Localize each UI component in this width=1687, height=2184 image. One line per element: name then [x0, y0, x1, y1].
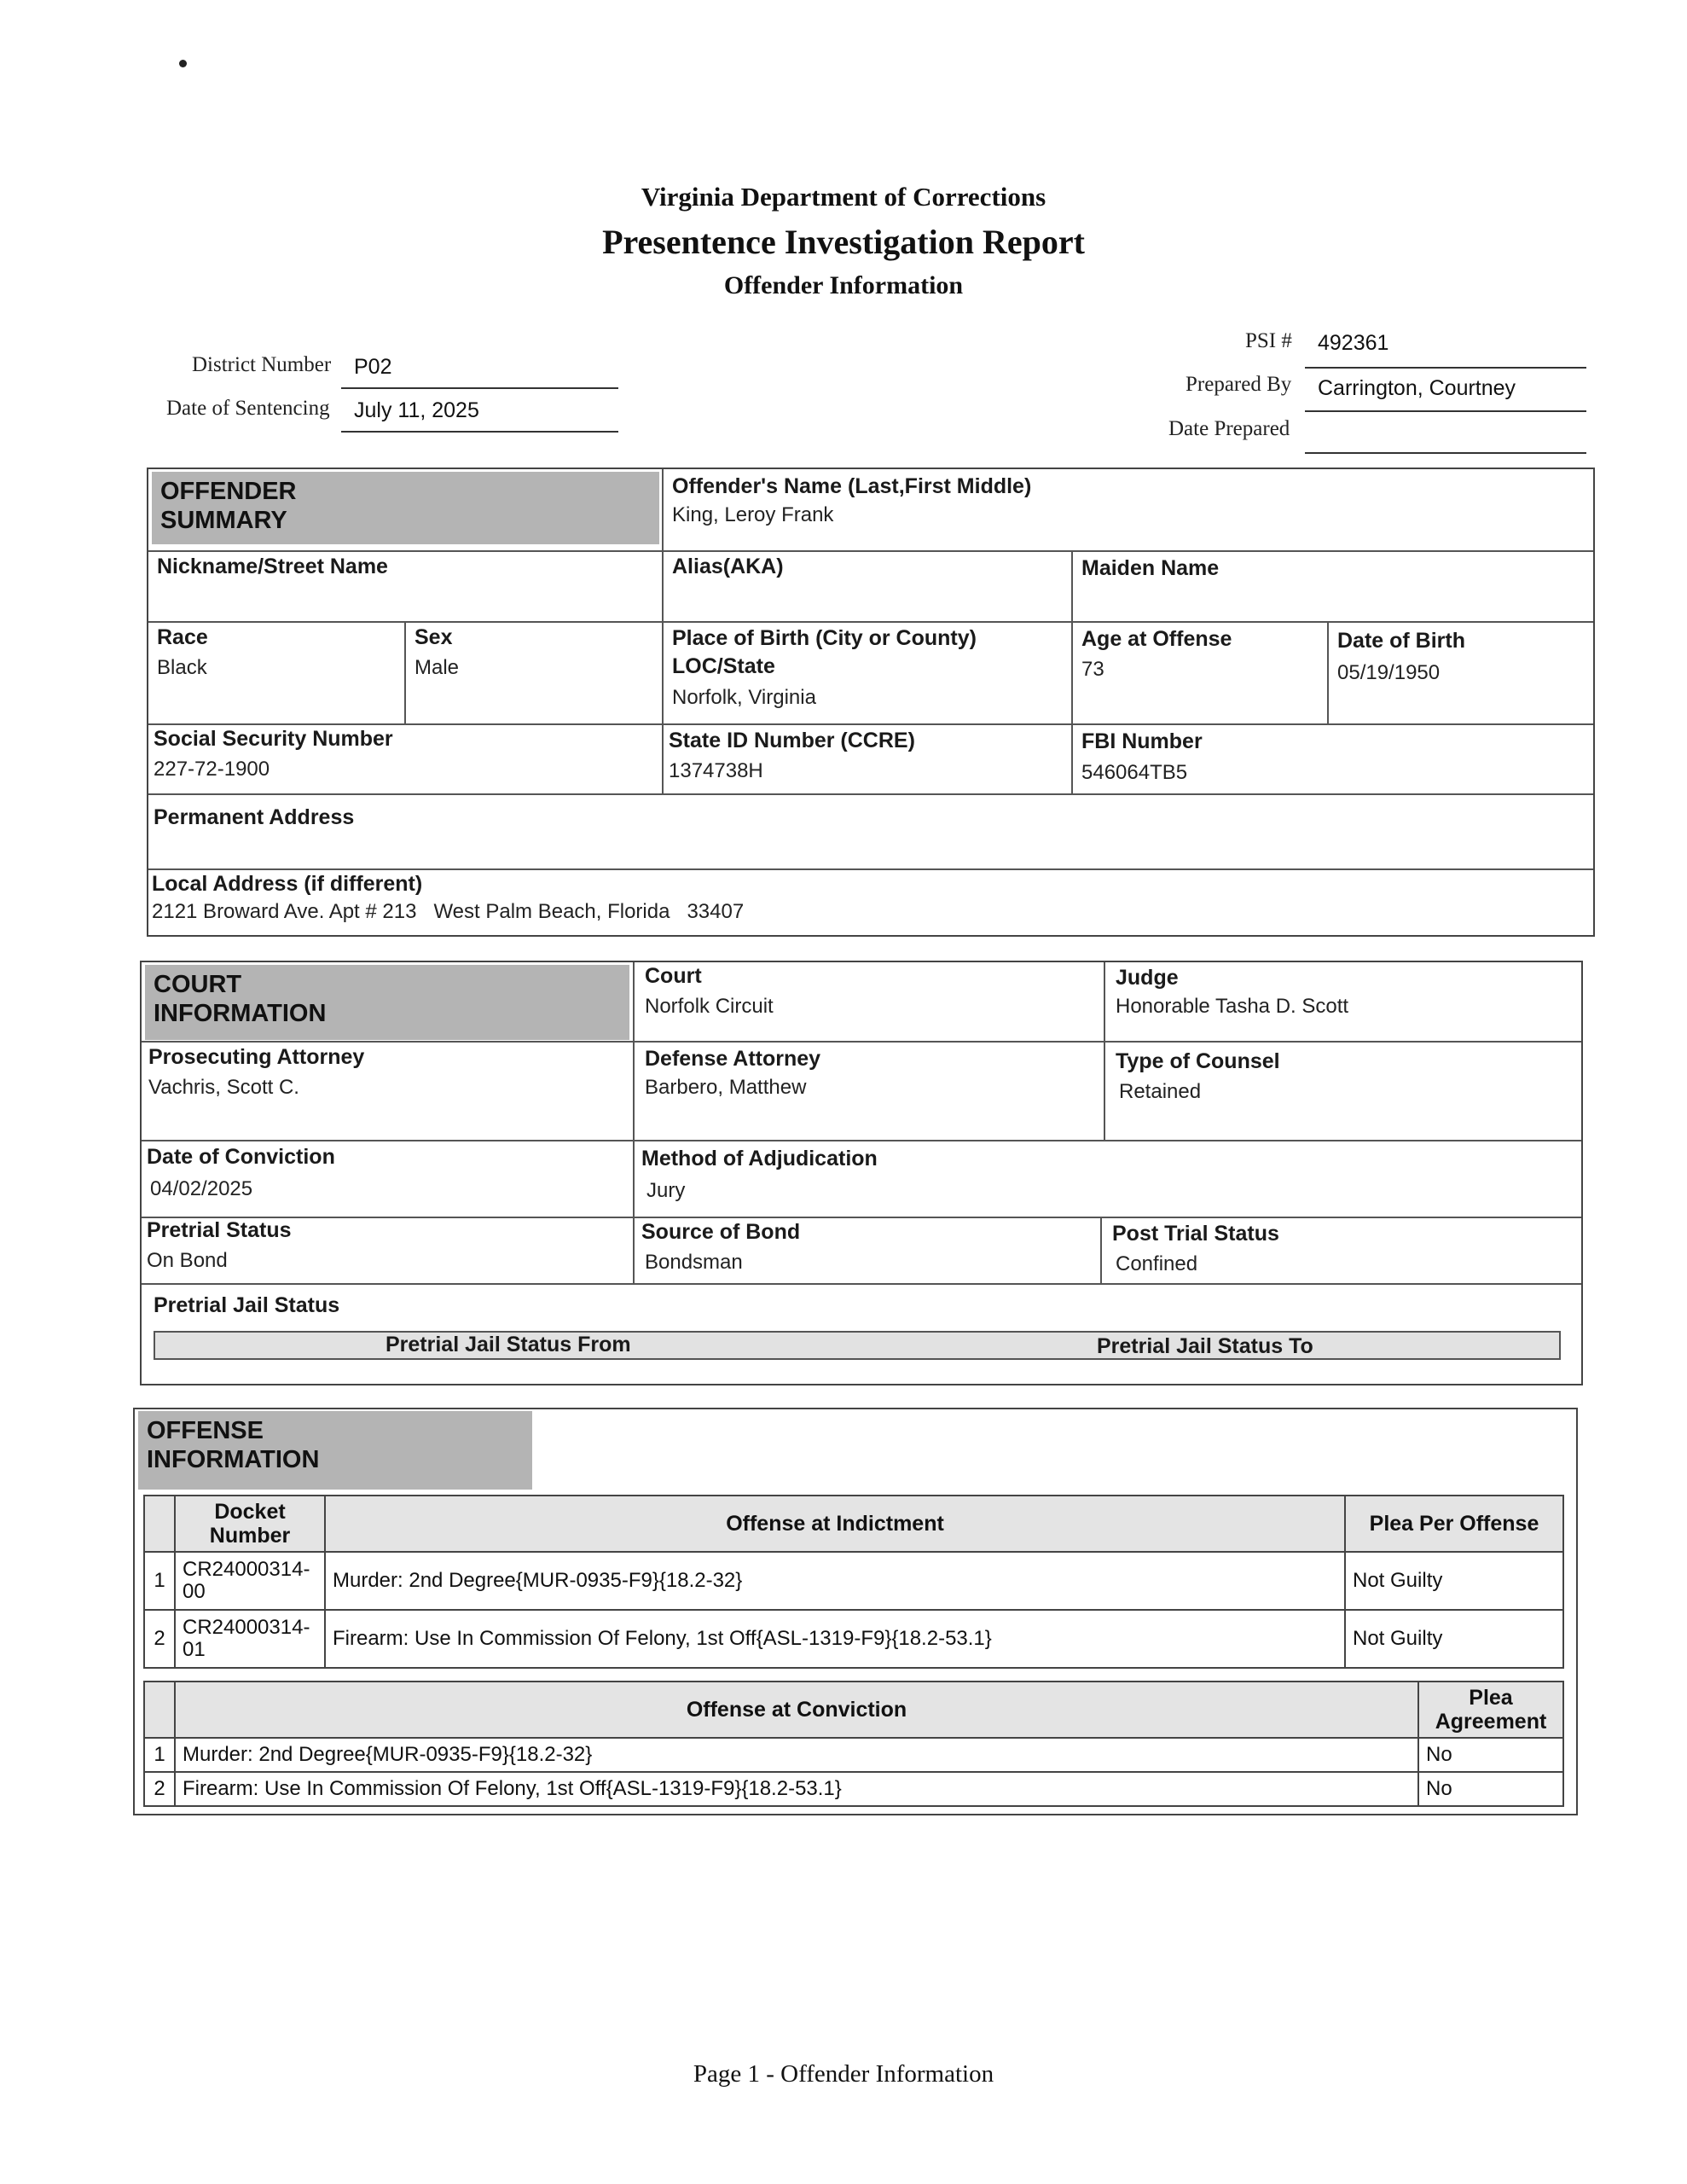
indictment-row-number: 2 — [144, 1610, 175, 1668]
state-id-label: State ID Number (CCRE) — [669, 729, 915, 752]
district-number-underline — [341, 387, 618, 389]
conviction-row — [144, 1772, 1563, 1806]
race-label: Race — [157, 625, 208, 649]
age-at-offense-value: 73 — [1081, 658, 1104, 681]
date-of-sentencing-label: Date of Sentencing — [166, 397, 330, 420]
conviction-date-value: 04/02/2025 — [150, 1177, 253, 1200]
court-value: Norfolk Circuit — [645, 995, 774, 1018]
scan-speck — [179, 60, 187, 67]
judge-label: Judge — [1116, 966, 1179, 990]
offender-summary-section — [147, 468, 1595, 937]
court-information-title: COURT INFORMATION — [145, 965, 629, 1040]
permanent-address-label: Permanent Address — [154, 805, 355, 829]
indictment-row-number: 1 — [144, 1552, 175, 1610]
prosecutor-label: Prosecuting Attorney — [148, 1045, 365, 1069]
dob-label: Date of Birth — [1337, 629, 1465, 653]
plea-per-offense-header: Plea Per Offense — [1345, 1496, 1563, 1552]
offender-name: King, Leroy Frank — [672, 503, 834, 526]
defense-attorney-label: Defense Attorney — [645, 1047, 821, 1071]
court-information-section — [140, 961, 1583, 1385]
adjudication-label: Method of Adjudication — [641, 1147, 878, 1170]
court-label: Court — [645, 964, 702, 988]
defense-attorney-value: Barbero, Matthew — [645, 1076, 807, 1099]
plea-cell: Not Guilty — [1345, 1552, 1563, 1610]
conviction-date-label: Date of Conviction — [147, 1145, 335, 1169]
plea-agreement-cell: No — [1418, 1772, 1563, 1806]
fbi-number-label: FBI Number — [1081, 729, 1203, 753]
psi-number: 492361 — [1318, 331, 1389, 355]
ssn-label: Social Security Number — [154, 727, 393, 751]
nickname-label: Nickname/Street Name — [157, 555, 388, 578]
prepared-by-value: Carrington, Courtney — [1318, 376, 1516, 400]
local-address-label: Local Address (if different) — [152, 872, 423, 896]
maiden-name-label: Maiden Name — [1081, 556, 1220, 580]
dob-value: 05/19/1950 — [1337, 661, 1441, 684]
psi-underline — [1305, 367, 1586, 369]
indictment-row — [144, 1552, 1563, 1610]
place-of-birth-label: Place of Birth (City or County) LOC/State — [672, 626, 977, 678]
agency-name: Virginia Department of Corrections — [641, 182, 1046, 212]
jail-status-from-label: Pretrial Jail Status From — [386, 1333, 631, 1356]
pretrial-status-value: On Bond — [147, 1249, 228, 1272]
report-subtitle: Offender Information — [723, 271, 964, 299]
counsel-type-label: Type of Counsel — [1116, 1049, 1280, 1073]
plea-cell: Not Guilty — [1345, 1610, 1563, 1668]
conviction-offense-cell: Murder: 2nd Degree{MUR-0935-F9}{18.2-32} — [175, 1738, 1418, 1772]
plea-agreement-cell: No — [1418, 1738, 1563, 1772]
offense-at-conviction-header: Offense at Conviction — [175, 1682, 1418, 1738]
offense-cell: Murder: 2nd Degree{MUR-0935-F9}{18.2-32} — [325, 1552, 1345, 1610]
offense-cell: Firearm: Use In Commission Of Felony, 1st Off{ASL-1319-F9}{18.2-53.1} — [325, 1610, 1345, 1668]
prepared-by-underline — [1305, 410, 1586, 412]
post-trial-status-value: Confined — [1116, 1252, 1198, 1275]
conviction-header-row — [144, 1682, 1563, 1738]
fbi-number-value: 546064TB5 — [1081, 761, 1188, 784]
offender-name-label: Offender's Name (Last,First Middle) — [672, 474, 1032, 498]
post-trial-status-label: Post Trial Status — [1112, 1222, 1279, 1246]
date-prepared-label: Date Prepared — [1168, 417, 1290, 440]
prosecutor-value: Vachris, Scott C. — [148, 1076, 299, 1099]
place-of-birth-value: Norfolk, Virginia — [672, 686, 816, 709]
counsel-type-value: Retained — [1119, 1080, 1202, 1103]
adjudication-value: Jury — [646, 1179, 686, 1202]
date-of-sentencing-underline — [341, 431, 618, 433]
pretrial-status-label: Pretrial Status — [147, 1218, 292, 1242]
plea-agreement-header: Plea Agreement — [1418, 1682, 1563, 1738]
prepared-by-label: Prepared By — [1186, 373, 1292, 396]
conviction-num-header — [144, 1682, 175, 1738]
indictment-header-row — [144, 1496, 1563, 1552]
docket-number-header: Docket Number — [175, 1496, 325, 1552]
conviction-table — [143, 1681, 1564, 1807]
ssn-value: 227-72-1900 — [154, 758, 270, 781]
local-address-value: 2121 Broward Ave. Apt # 213 West Palm Beach, Florida 33407 — [152, 900, 745, 923]
report-title: Presentence Investigation Report — [602, 223, 1085, 261]
pretrial-jail-status-label: Pretrial Jail Status — [154, 1293, 340, 1317]
alias-label: Alias(AKA) — [672, 555, 784, 578]
age-at-offense-label: Age at Offense — [1081, 627, 1232, 651]
sex-value: Male — [415, 656, 460, 679]
date-prepared-underline — [1305, 452, 1586, 454]
offense-information-section — [133, 1408, 1578, 1815]
page-footer: Page 1 - Offender Information — [693, 2060, 994, 2088]
state-id-value: 1374738H — [669, 759, 763, 782]
offense-information-title: OFFENSE INFORMATION — [138, 1411, 532, 1490]
district-number-value: P02 — [354, 355, 392, 379]
judge-value: Honorable Tasha D. Scott — [1116, 995, 1349, 1018]
offense-at-indictment-header: Offense at Indictment — [325, 1496, 1345, 1552]
conviction-row — [144, 1738, 1563, 1772]
psi-label: PSI # — [1245, 329, 1292, 352]
offender-summary-title: OFFENDER SUMMARY — [152, 472, 659, 544]
indictment-num-header — [144, 1496, 175, 1552]
race-value: Black — [157, 656, 207, 679]
conviction-row-number: 1 — [144, 1738, 175, 1772]
conviction-row-number: 2 — [144, 1772, 175, 1806]
docket-number-cell: CR24000314- 00 — [175, 1552, 325, 1610]
bond-source-value: Bondsman — [645, 1251, 743, 1274]
conviction-offense-cell: Firearm: Use In Commission Of Felony, 1st Off{ASL-1319-F9}{18.2-53.1} — [175, 1772, 1418, 1806]
district-number-label: District Number — [192, 353, 332, 376]
date-of-sentencing-value: July 11, 2025 — [354, 398, 479, 422]
docket-number-cell: CR24000314- 01 — [175, 1610, 325, 1668]
bond-source-label: Source of Bond — [641, 1220, 801, 1244]
indictment-row — [144, 1610, 1563, 1668]
pretrial-jail-status-bar — [154, 1331, 1561, 1360]
indictment-table — [143, 1495, 1564, 1669]
sex-label: Sex — [415, 625, 453, 649]
jail-status-to-label: Pretrial Jail Status To — [1097, 1334, 1313, 1358]
